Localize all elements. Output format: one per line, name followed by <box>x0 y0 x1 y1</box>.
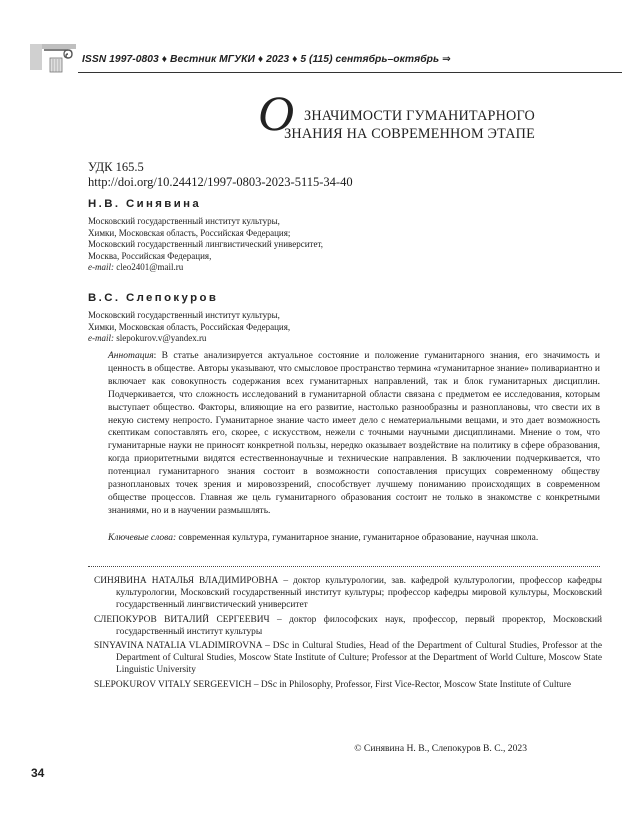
running-header <box>30 42 600 78</box>
keywords <box>108 532 600 545</box>
author-bios <box>94 575 602 691</box>
author-email[interactable]: cleo2401@mail.ru <box>116 262 184 273</box>
title-initial: О <box>258 85 295 141</box>
email-label: e-mail: <box>88 333 114 344</box>
author-email[interactable]: slepokurov.v@yandex.ru <box>116 333 207 344</box>
author-name: В.С. Слепокуров <box>88 292 219 304</box>
bio-entry: СЛЕПОКУРОВ ВИТАЛИЙ СЕРГЕЕВИЧ – доктор философских наук, профессор, первый проректор, Московский государственный институт культуры <box>94 614 602 637</box>
affiliation-line: Химки, Московская область, Российская Федерация, <box>88 321 291 332</box>
copyright-notice: © Синявина Н. В., Слепокуров В. С., 2023 <box>354 743 527 754</box>
affiliation-line: Химки, Московская область, Российская Федерация; <box>88 227 291 238</box>
journal-info: ISSN 1997-0803 ♦ Вестник МГУКИ ♦ 2023 ♦ 5 (115) сентябрь–октябрь ⇒ <box>82 54 451 65</box>
affiliation-line: Москва, Российская Федерация, <box>88 250 212 261</box>
bio-entry: SLEPOKUROV VITALY SERGEEVICH – DSc in Philosophy, Professor, First Vice-Rector, Moscow State Institute of Culture <box>94 679 572 690</box>
column-capital-logo-icon <box>30 42 76 74</box>
header-rule <box>78 72 622 73</box>
author-name: Н.В. Синявина <box>88 198 202 210</box>
abstract-label: Аннотация <box>108 351 154 361</box>
title-line-2: ЗНАНИЯ НА СОВРЕМЕННОМ ЭТАПЕ <box>284 126 535 142</box>
keywords-label: Ключевые слова: <box>108 533 177 543</box>
author-email-row <box>88 262 323 274</box>
affiliation-line: Московский государственный лингвистический университет, <box>88 239 323 250</box>
page-number: 34 <box>31 766 45 780</box>
abstract-text: : В статье анализируется актуальное состояние и положение гуманитарного знания, его значимость и ценность в обществе. Авторы указывают, что смысловое пространство термина «гуманитарное знание» поливариантно и включает как совокупность содержания всех гуманитарных направлений, так и блок гуманитарных дисциплин. Подчеркивается, что сложность исследований в гуманитарной области связана с предметом ее исследования, которым выступает общество. Факторы, влияющие на его развитие, настолько разнообразны и разноплановы, что свести их в некую систему непросто. Гуманитарное знание часто имеет дело с нематериальными вещами, и это дает возможность скептикам сопоставлять его, скорее, с искусством, нежели с точными научными дисциплинами. Мнение о том, что гуманитарные науки не приносят конкретной пользы, нередко оказывает воздействие на политику в сфере образования, когда приоритетными видятся естественнонаучные и технические направления. В заключении подчеркивается, что потенциал гуманитарного знания состоит в возможности сопоставления присущих современному обществу разноплановых точек зрения и мировоззрений, способствует лучшему пониманию происходящих в современном обществе процессов. Главная же цель гуманитарного образования состоит не только в знакомстве с конкретными знаниями, но и в научении размышлять. <box>108 351 600 516</box>
author-affiliation <box>88 216 323 274</box>
author-email-row <box>88 333 290 345</box>
udc-code: УДК 165.5 <box>88 160 144 174</box>
bio-entry: СИНЯВИНА НАТАЛЬЯ ВЛАДИМИРОВНА – доктор культурологии, зав. кафедрой культурологии, профессор кафедры культурологии, Московский государственный институт культуры; профессор кафедры мировой культуры, Московский государственный лингвистический университет <box>94 576 602 611</box>
author-affiliation <box>88 310 290 345</box>
keywords-text: современная культура, гуманитарное знание, гуманитарное образование, научная школа. <box>176 533 539 543</box>
doi-link[interactable]: http://doi.org/10.24412/1997-0803-2023-5115-34-40 <box>88 175 353 189</box>
affiliation-line: Московский государственный институт культуры, <box>88 216 280 226</box>
dotted-divider <box>88 566 600 567</box>
title-line-1: ЗНАЧИМОСТИ ГУМАНИТАРНОГО <box>304 108 535 124</box>
affiliation-line: Московский государственный институт культуры, <box>88 310 280 320</box>
bio-entry: SINYAVINA NATALIA VLADIMIROVNA – DSc in Cultural Studies, Head of the Department of Cultural Studies, Professor at the Department of Cultural Studies, Moscow State Institute of Culture; Professor at the Department of World Culture, Moscow State Linguistic University <box>94 641 602 676</box>
abstract <box>108 350 600 518</box>
email-label: e-mail: <box>88 262 114 273</box>
